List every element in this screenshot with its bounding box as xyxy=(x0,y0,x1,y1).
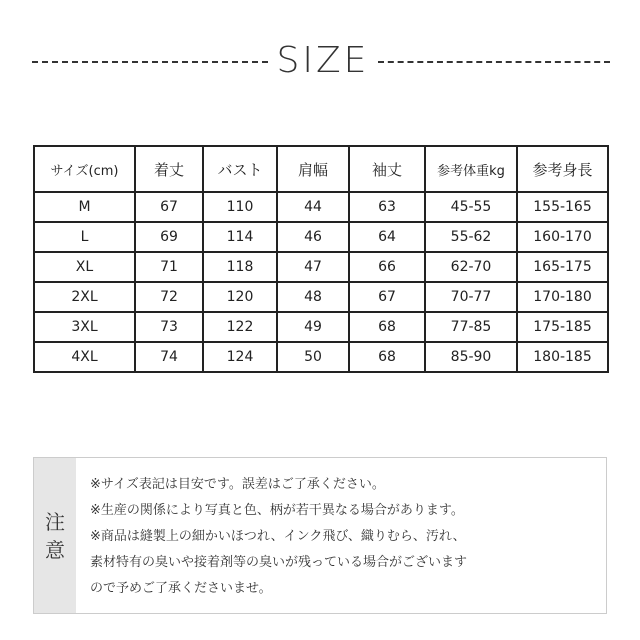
cell-length: 72 xyxy=(135,282,203,312)
header-bust: バスト xyxy=(203,146,277,192)
cell-size: L xyxy=(34,222,135,252)
cell-weight: 85-90 xyxy=(425,342,517,372)
notice-label-top: 注 xyxy=(45,509,65,534)
size-table xyxy=(33,145,609,373)
cell-size: 3XL xyxy=(34,312,135,342)
header-size: サイズ(cm) xyxy=(34,146,135,192)
table-body xyxy=(34,192,608,372)
cell-shoulder: 46 xyxy=(277,222,349,252)
cell-shoulder: 44 xyxy=(277,192,349,222)
cell-weight: 62-70 xyxy=(425,252,517,282)
page-title: SIZE xyxy=(276,40,370,81)
cell-sleeve: 68 xyxy=(349,342,425,372)
cell-length: 71 xyxy=(135,252,203,282)
cell-height: 155-165 xyxy=(517,192,608,222)
cell-length: 73 xyxy=(135,312,203,342)
cell-shoulder: 49 xyxy=(277,312,349,342)
notice-line: 素材特有の臭いや接着剤等の臭いが残っている場合がございます xyxy=(90,555,468,570)
cell-size: 4XL xyxy=(34,342,135,372)
cell-bust: 114 xyxy=(203,222,277,252)
cell-bust: 122 xyxy=(203,312,277,342)
cell-bust: 110 xyxy=(203,192,277,222)
cell-sleeve: 67 xyxy=(349,282,425,312)
header-height: 参考身長 xyxy=(517,146,608,192)
cell-shoulder: 48 xyxy=(277,282,349,312)
cell-length: 69 xyxy=(135,222,203,252)
cell-bust: 118 xyxy=(203,252,277,282)
cell-sleeve: 68 xyxy=(349,312,425,342)
notice-line: ※商品は縫製上の細かいほつれ、インク飛び、織りむら、汚れ、 xyxy=(90,529,466,544)
cell-shoulder: 47 xyxy=(277,252,349,282)
cell-height: 180-185 xyxy=(517,342,608,372)
cell-sleeve: 64 xyxy=(349,222,425,252)
cell-weight: 70-77 xyxy=(425,282,517,312)
table-row xyxy=(34,222,608,252)
cell-height: 175-185 xyxy=(517,312,608,342)
cell-length: 67 xyxy=(135,192,203,222)
table-row xyxy=(34,312,608,342)
cell-bust: 124 xyxy=(203,342,277,372)
notice-label-bottom: 意 xyxy=(45,537,65,562)
cell-sleeve: 66 xyxy=(349,252,425,282)
title-divider-left xyxy=(32,61,268,63)
cell-bust: 120 xyxy=(203,282,277,312)
table-row xyxy=(34,282,608,312)
header-shoulder: 肩幅 xyxy=(277,146,349,192)
header-sleeve: 袖丈 xyxy=(349,146,425,192)
table-row xyxy=(34,342,608,372)
header-weight: 参考体重kg xyxy=(425,146,517,192)
cell-weight: 77-85 xyxy=(425,312,517,342)
notice-line: ※サイズ表記は目安です。誤差はご了承ください。 xyxy=(90,477,385,492)
cell-sleeve: 63 xyxy=(349,192,425,222)
title-divider-right xyxy=(378,61,610,63)
cell-weight: 45-55 xyxy=(425,192,517,222)
table-row xyxy=(34,252,608,282)
table-header-row xyxy=(34,146,608,192)
cell-height: 165-175 xyxy=(517,252,608,282)
cell-shoulder: 50 xyxy=(277,342,349,372)
cell-length: 74 xyxy=(135,342,203,372)
header-length: 着丈 xyxy=(135,146,203,192)
title-row xyxy=(0,38,640,84)
table-row xyxy=(34,192,608,222)
notice-line: ※生産の関係により写真と色、柄が若干異なる場合があります。 xyxy=(90,503,464,518)
notice-text xyxy=(90,472,600,602)
cell-size: M xyxy=(34,192,135,222)
notice-box xyxy=(33,457,607,614)
cell-height: 170-180 xyxy=(517,282,608,312)
cell-size: XL xyxy=(34,252,135,282)
cell-size: 2XL xyxy=(34,282,135,312)
notice-label xyxy=(34,458,76,613)
notice-line: ので予めご了承くださいませ。 xyxy=(90,581,272,596)
cell-weight: 55-62 xyxy=(425,222,517,252)
cell-height: 160-170 xyxy=(517,222,608,252)
